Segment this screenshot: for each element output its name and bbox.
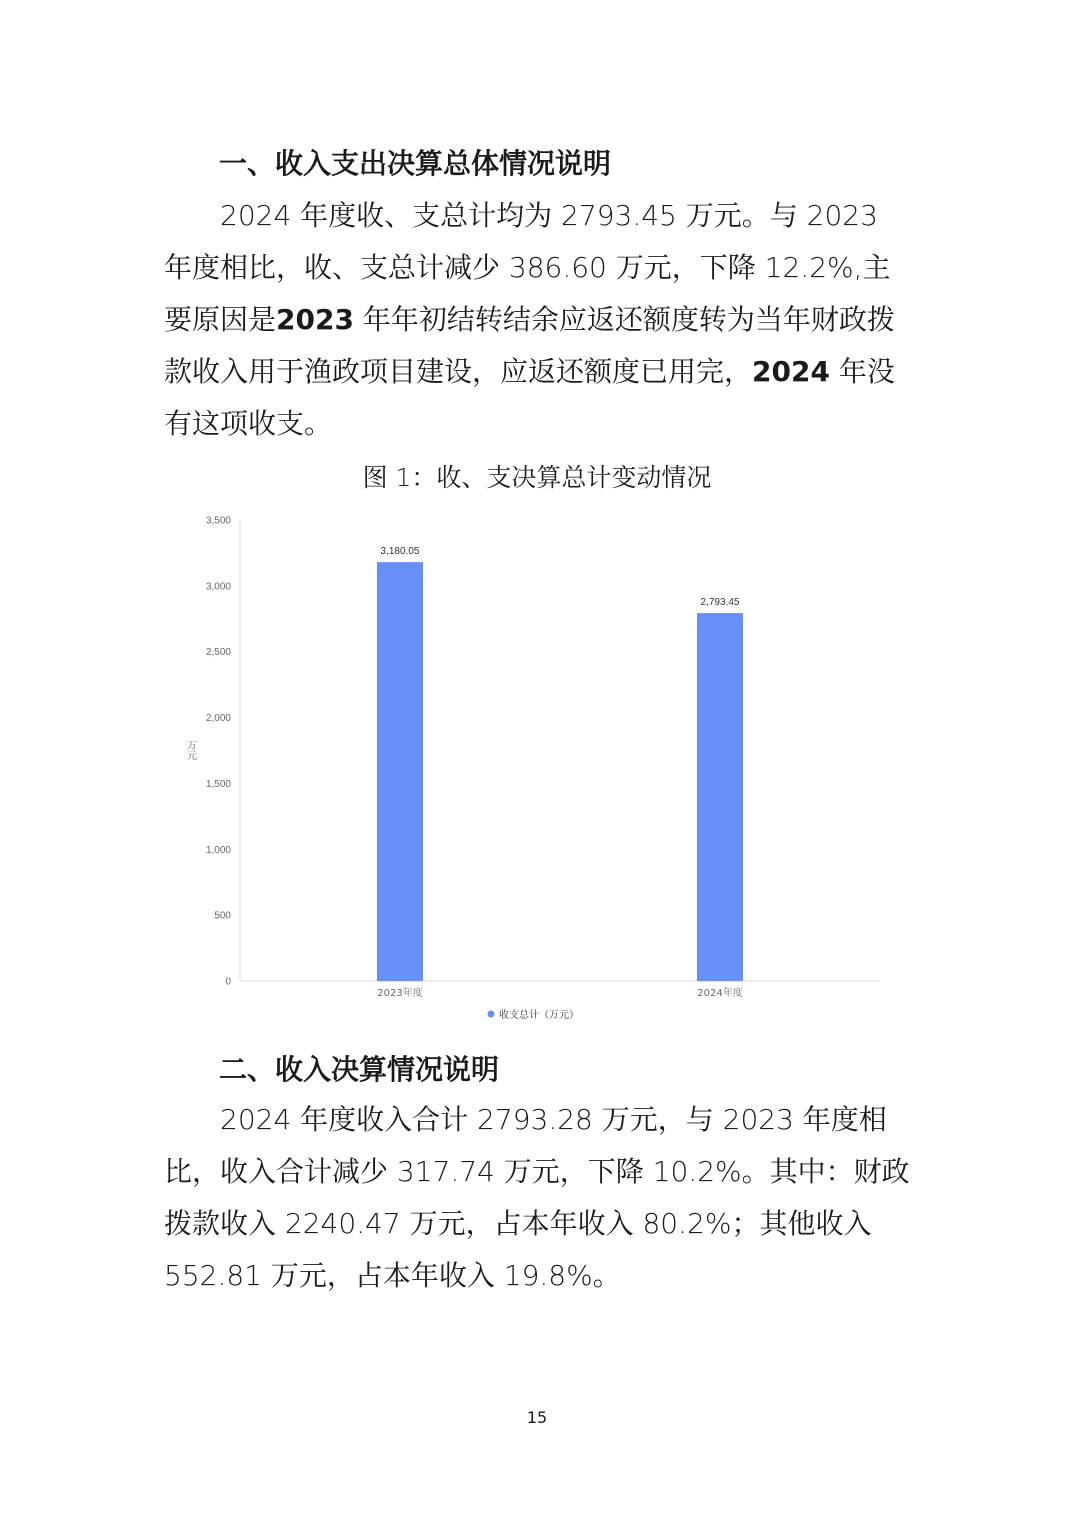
y-tick-label: 3,000 [205,581,231,593]
bar [697,613,743,981]
page-number: 15 [526,1408,548,1427]
data-label: 2,793.45 [700,597,740,609]
y-tick-label: 500 [214,910,231,922]
legend-marker [488,1011,495,1018]
overview-text-e: 年没有这项收支。 [164,355,895,440]
bar-chart [165,500,895,1030]
y-tick-label: 1,000 [205,844,231,856]
x-tick-label: 2023年度 [377,988,423,999]
data-label: 3,180.05 [380,546,420,558]
y-tick-label: 0 [225,976,231,988]
x-tick-label: 2024年度 [697,988,743,999]
income-text: 2024 年度收入合计 2793.28 万元，与 2023 年度相比，收入合计减少 317.74 万元，下降 10.2%。其中：财政拨款收入 2240.47 万元，占本年收入 80.2%；其他收入 552.81 万元，占本年收入 19.8%。 [164,1103,910,1292]
overview-text-c: 年年初结转结余应返还额度转为当年财政拨款收入用于渔政项目建设，应返还额度已用完， [164,303,895,388]
overview-text-a: 2024 年度收、支总计均为 2793.45 万元。与 2023 年度相比，收、支总计减少 386.60 万元，下降 12.2%,主要原因是 [164,199,891,336]
legend-label: 收支总计（万元） [499,1010,579,1021]
income-paragraph [164,1094,912,1302]
y-axis-title: 万元 [184,740,196,760]
y-tick-label: 2,500 [205,647,231,659]
overview-paragraph [164,190,912,450]
overview-year-2023: 2023 [276,303,354,336]
bar [377,562,423,981]
y-tick-label: 2,000 [205,713,231,725]
section-heading-income: 二、收入决算情况说明 [219,1053,500,1086]
y-tick-label: 1,500 [205,778,231,790]
overview-year-2024: 2024 [752,355,830,388]
figure-caption: 图 1：收、支决算总计变动情况 [362,463,712,492]
y-tick-label: 3,500 [205,515,231,527]
section-heading-overview: 一、收入支出决算总体情况说明 [219,147,612,180]
